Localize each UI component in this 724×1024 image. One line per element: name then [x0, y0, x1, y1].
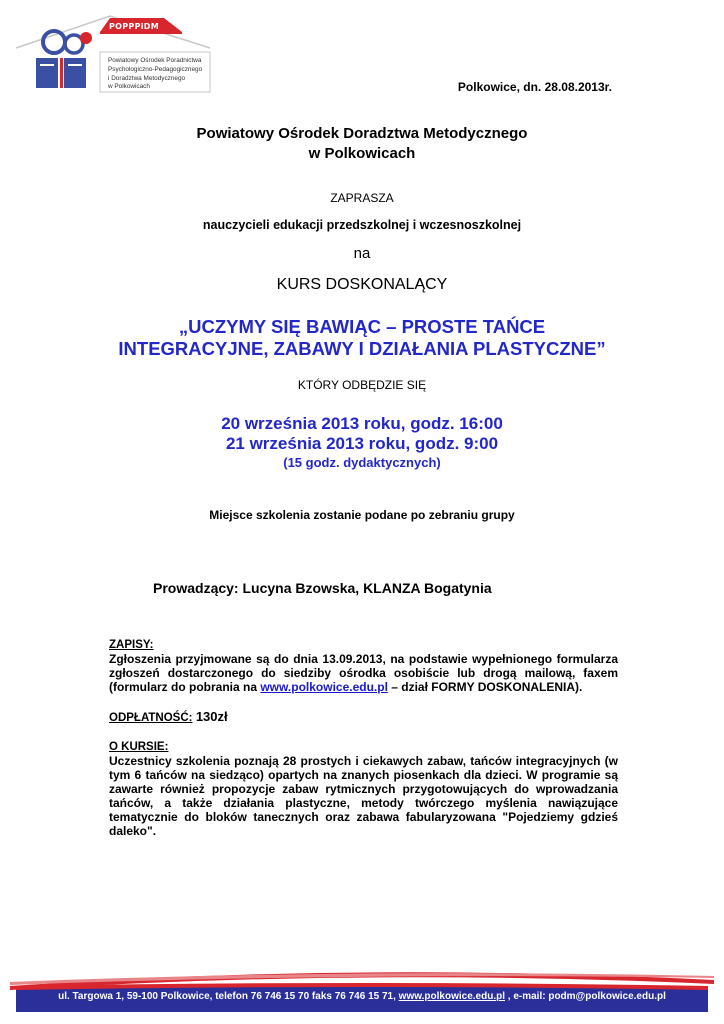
organization-name: Powiatowy Ośrodek Doradztwa Metodycznego [196, 125, 528, 142]
registration-text [109, 652, 618, 694]
about-text: Uczestnicy szkolenia poznają 28 prostych i ciekawych zabaw, tańców integracyjnych (w tym 6 tańców na siedząco) opartych na znanych piosenkach dla dzieci. W programie są zawarte również propozycje zabaw rytmicznych przygotowujących do wprowadzania tańców, a także działania plastyczne, metody twórczego myślenia nawiązujące tematycznie do bloków tanecznych oraz zabawa fabularyzowana "Pojedziemy gdzieś daleko". [109, 754, 618, 838]
connector-text: na [353, 245, 371, 262]
footer-address: ul. Targowa 1, 59-100 Polkowice, telefon 76 746 15 70 faks 76 746 15 71, [58, 991, 399, 1002]
logo-line: Psychologiczno-Pedagogicznego [108, 65, 203, 73]
logo-line: w Polkowicach [108, 83, 150, 91]
footer-contact [26, 991, 698, 1002]
fee-header: ODPŁATNOŚĆ: [109, 712, 193, 724]
about-header: O KURSIE: [109, 741, 169, 753]
date-line: 21 września 2013 roku, godz. 9:00 [225, 434, 499, 453]
course-leader: Prowadzący: Lucyna Bzowska, KLANZA Bogatynia [153, 580, 492, 596]
invite-text: ZAPRASZA [330, 191, 394, 205]
logo-line: i Doradztwa Metodycznego [108, 74, 186, 82]
place-note: Miejsce szkolenia zostanie podane po zebraniu grupy [209, 508, 515, 522]
course-dates [0, 414, 724, 472]
logo-badge: POPPPiDM [109, 22, 159, 31]
logo-line: Powiatowy Ośrodek Poradnictwa [108, 57, 202, 64]
footer-email[interactable]: podm@polkowice.edu.pl [548, 991, 666, 1002]
footer-website-link[interactable]: www.polkowice.edu.pl [398, 991, 505, 1002]
registration-text-part: – dział FORMY DOSKONALENIA). [387, 680, 583, 694]
footer-banner [10, 958, 714, 1018]
date-line: 20 września 2013 roku, godz. 16:00 [221, 414, 503, 433]
website-link[interactable]: www.polkowice.edu.pl [260, 680, 388, 694]
course-title-line: „UCZYMY SIĘ BAWIĄC – PROSTE TAŃCE [178, 316, 546, 337]
fee-section [109, 710, 618, 725]
course-type: KURS DOSKONALĄCY [276, 276, 448, 293]
registration-header: ZAPISY: [109, 639, 154, 651]
document-date: Polkowice, dn. 28.08.2013r. [457, 80, 612, 94]
organization-city: w Polkowicach [308, 145, 416, 162]
which-text: KTÓRY ODBĘDZIE SIĘ [297, 378, 427, 392]
registration-section [109, 638, 618, 694]
course-hours: (15 godz. dydaktycznych) [283, 455, 441, 470]
course-title-line: INTEGRACYJNE, ZABAWY I DZIAŁANIA PLASTYCZNE” [118, 338, 606, 359]
audience-text: nauczycieli edukacji przedszkolnej i wczesnoszkolnej [202, 218, 522, 232]
about-section [109, 740, 618, 838]
fee-value: 130zł [195, 709, 228, 724]
footer-email-label: , e-mail: [504, 991, 549, 1002]
organization-title [0, 124, 724, 164]
course-title [0, 316, 724, 360]
registration-text-part: Zgłoszenia przyjmowane są do dnia 13.09.2013, na podstawie wypełnionego formularza zgłoszeń dostarczonego do siedziby ośrodka osobiście lub drogą mailową, faxem (formularz do pobrania na [109, 652, 618, 694]
